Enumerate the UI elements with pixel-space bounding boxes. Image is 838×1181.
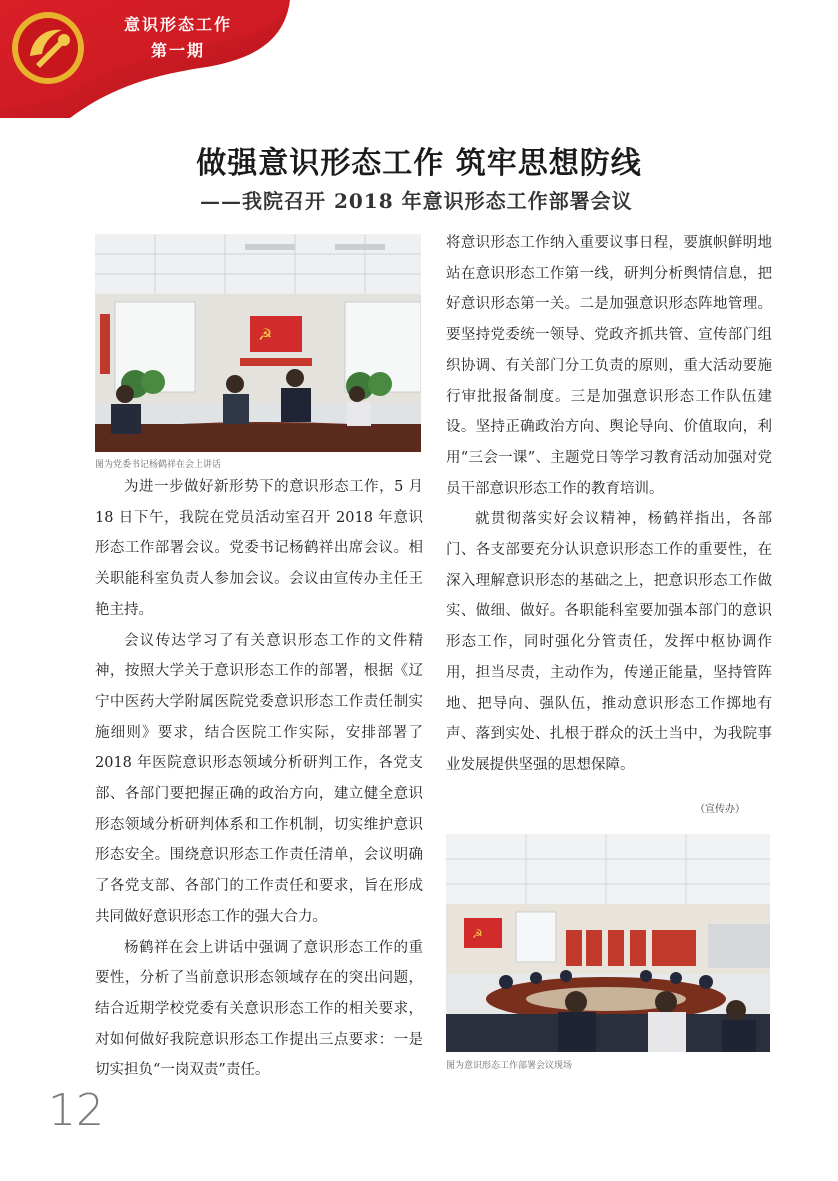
page-number: 12 bbox=[48, 1085, 104, 1136]
left-column bbox=[95, 472, 423, 1086]
party-emblem-icon bbox=[12, 12, 84, 84]
banner-line2: 第一期 bbox=[150, 41, 205, 60]
right-column bbox=[446, 228, 772, 781]
paragraph: 将意识形态工作纳入重要议事日程，要旗帜鲜明地站在意识形态工作第一线，研判分析舆情信息，把好意识形态第一关。二是加强意识形态阵地管理。要坚持党委统一领导、党政齐抓共管、宣传部门组织协调、有关部门分工负责的原则，重大活动要施行审批报备制度。三是加强意识形态工作队伍建设。坚持正确政治方向、舆论导向、价值取向，利用“三会一课”、主题党日等学习教育活动加强对党员干部意识形态工作的教育培训。 bbox=[446, 235, 772, 497]
svg-text:☭: ☭ bbox=[472, 927, 483, 941]
column-banner bbox=[118, 12, 238, 64]
paragraph: 杨鹤祥在会上讲话中强调了意识形态工作的重要性，分析了当前意识形态领域存在的突出问题，结合近期学校党委有关意识形态工作的相关要求，对如何做好我院意识形态工作提出三点要求：一是切实担负“一岗双责”责任。 bbox=[95, 939, 423, 1079]
meeting-photo-speech bbox=[95, 234, 421, 452]
paragraph: 为进一步做好新形势下的意识形态工作，5 月 18 日下午，我院在党员活动室召开 2018 年意识形态工作部署会议。党委书记杨鹤祥出席会议。相关职能科室负责人参加会议。会议由宣传办主任王艳主持。 bbox=[95, 479, 423, 618]
svg-text:☭: ☭ bbox=[258, 325, 273, 344]
banner-line1: 意识形态工作 bbox=[123, 15, 232, 34]
photo2-caption: 图为意识形态工作部署会议现场 bbox=[446, 1061, 573, 1071]
photo1-caption: 图为党委书记杨鹤祥在会上讲话 bbox=[95, 460, 222, 470]
article-title: 做强意识形态工作 筑牢思想防线 bbox=[196, 146, 642, 181]
article-subtitle: ——我院召开 2018 年意识形态工作部署会议 bbox=[200, 189, 633, 213]
paragraph: 会议传达学习了有关意识形态工作的文件精神，按照大学关于意识形态工作的部署，根据《辽宁中医药大学附属医院党委意识形态工作责任制实施细则》要求，结合医院工作实际，安排部署了 2018 年医院意识形态领域分析研判工作，各党支部、各部门要把握正确的政治方向，建立健全意识形态领域分析研判体系和工作机制，切实维护意识形态安全。围绕意识形态工作责任清单，会议明确了各党支部、各部门的工作责任和要求，旨在形成共同做好意识形态工作的强大合力。 bbox=[95, 632, 423, 925]
meeting-photo-room bbox=[446, 834, 770, 1052]
signature: （宣传办） bbox=[695, 804, 745, 815]
paragraph: 就贯彻落实好会议精神，杨鹤祥指出，各部门、各支部要充分认识意识形态工作的重要性，在深入理解意识形态的基础之上，把意识形态工作做实、做细、做好。各职能科室要加强本部门的意识形态工作，同时强化分管责任，发挥中枢协调作用，担当尽责，主动作为，传递正能量，坚持管阵地、把导向、强队伍，推动意识形态工作掷地有声、落到实处、扎根于群众的沃土当中，为我院事业发展提供坚强的思想保障。 bbox=[446, 511, 772, 773]
